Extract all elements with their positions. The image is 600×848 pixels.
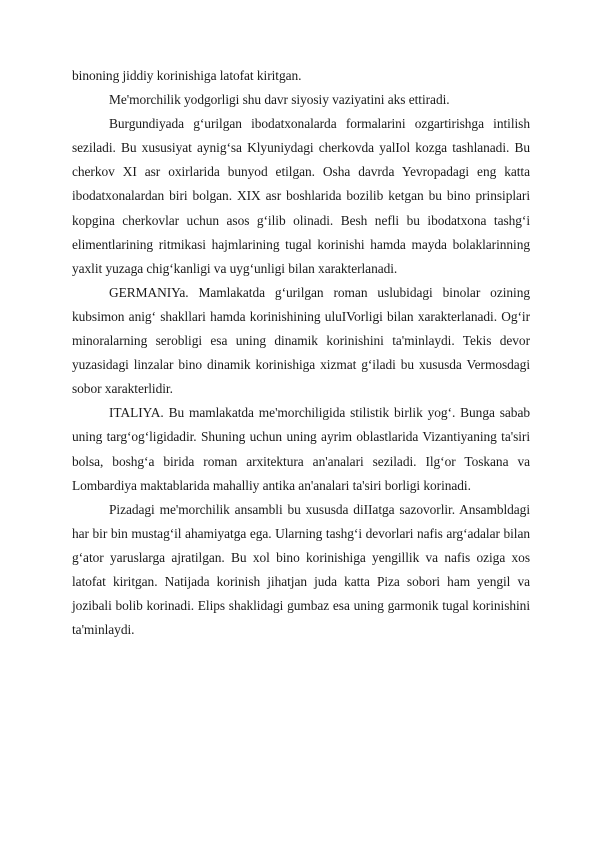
paragraph-pisa: Pizadagi me'morchilik ansambli bu xususda diIIatga sazovorlir. Ansambldagi har bir bin mustag‘il ahamiyatga ega. Ularning tashg‘i devorlari nafis arg‘adalar bilan g‘ator yaruslarga ajratilgan. Bu xol bino korinishiga yengillik va nafis oziga xos latofat kiritgan. Natijada korinish jihatjan juda katta Piza sobori ham yengil va jozibali bolib korinadi. Elips shaklidagi gumbaz esa uning garmonik tugal korinishini ta'minlaydi. — [72, 501, 530, 638]
paragraph-continuation: binoning jiddiy korinishiga latofat kiritgan. — [72, 68, 302, 83]
paragraph-germany: GERMANIYa. Mamlakatda g‘urilgan roman uslubidagi binolar ozining kubsimon anig‘ shakllari hamda korinishining uluIVorligi bilan xarakterlanadi. Og‘ir minoralarning serobligi esa uning dinamik korinishini ta'minlaydi. Tekis devor yuzasidagi linzalar bino dinamik korinishiga xizmat g‘iladi bu xususda Vermosdagi sobor xarakterlidir. — [72, 284, 530, 397]
paragraph-burgundy: Burgundiyada g‘urilgan ibodatxonalarda formalarini ozgartirishga intilish seziladi. Bu xususiyat aynig‘sa Klyuniydagi cherkovda yalIol kozga tashlanadi. Bu cherkov XI asr oxirlarida bunyod etilgan. Osha davrda Yevropadagi eng katta ibodatxonalardan biri bolgan. XIX asr boshlarida bozilib ketgan bu bino prinsiplari kopgina cherkovlar uchun asos g‘ilib olinadi. Besh nefli bu ibodatxona tashg‘i elimentlarining ritmikasi hajmlarining tugal korinishi hamda mayda bolaklarinning yaxlit yuzaga chig‘kanligi va uyg‘unligi bilan xarakterlanadi. — [72, 116, 530, 276]
paragraph-italy: ITALIYA. Bu mamlakatda me'morchiligida stilistik birlik yog‘. Bunga sabab uning targ‘og‘ligidadir. Shuning uchun uning ayrim oblastlarida Vizantiyaning ta'siri bolsa, boshg‘a birida roman arxitektura an'analari seziladi. Ilg‘or Toskana va Lombardiya maktablarida mahalliy antika an'analari ta'siri borligi korinadi. — [72, 405, 530, 493]
paragraph-political-situation: Me'morchilik yodgorligi shu davr siyosiy vaziyatini aks ettiradi. — [109, 92, 450, 108]
